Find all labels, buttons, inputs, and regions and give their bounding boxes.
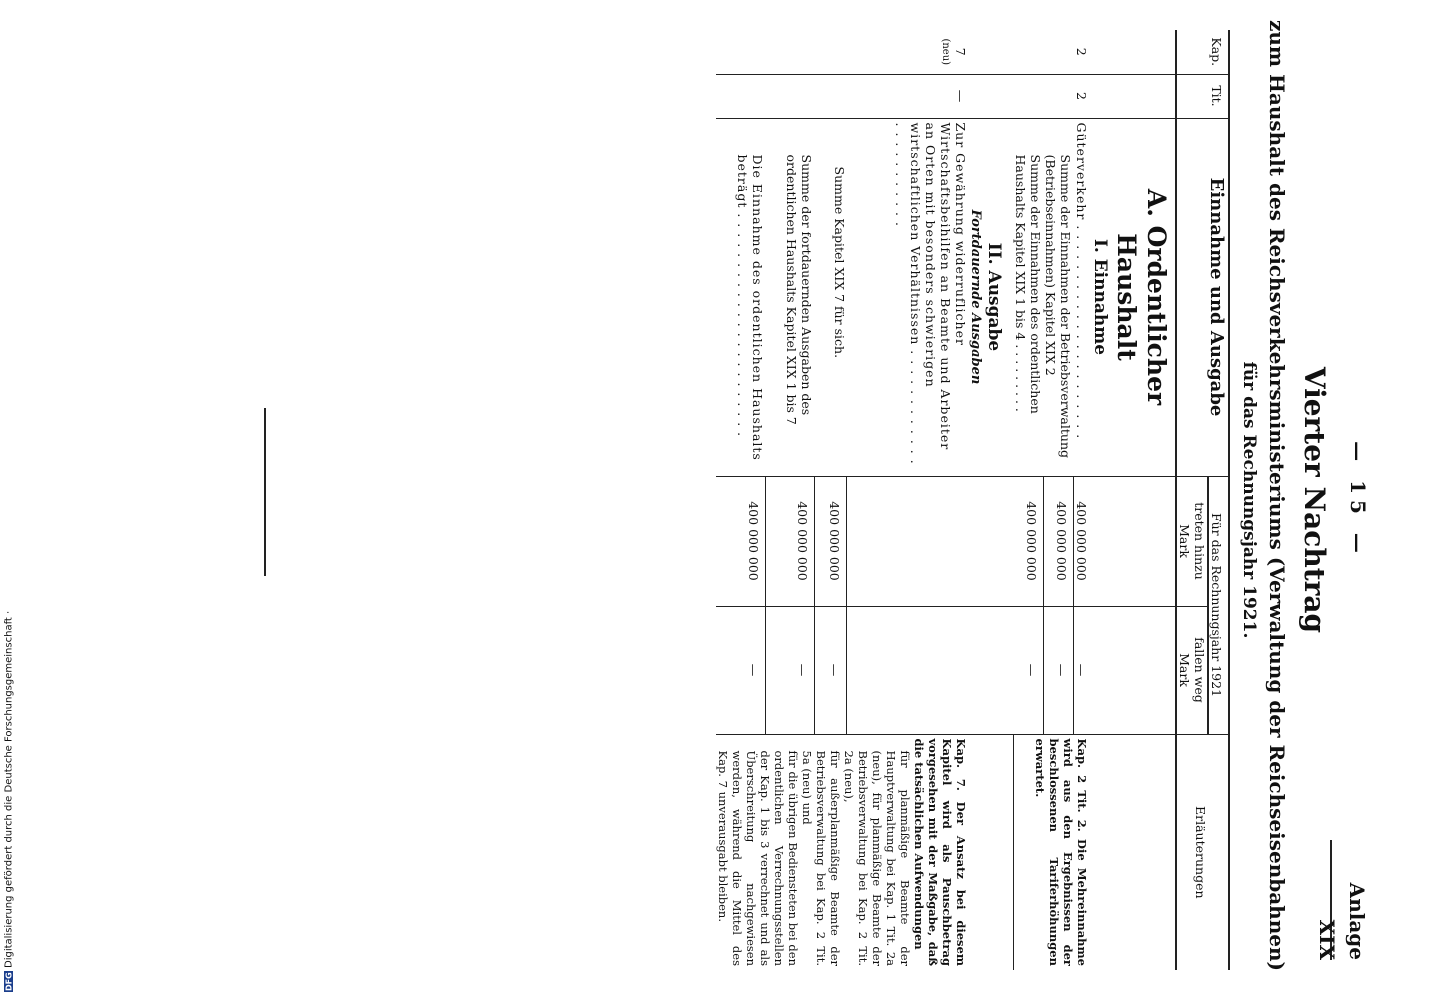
row-treten-hinzu: 400 000 000 (814, 476, 847, 606)
row-text: Die Einnahme des ordentlichen Haushalts beträgt . . . . . . . . . . . . . . . . . . . . . . . (717, 118, 766, 476)
row-treten-hinzu: 400 000 000 (1014, 476, 1044, 606)
row-fallen-weg: — (1044, 606, 1074, 734)
note-text: Kap. 7. Der Ansatz bei diesem Kapitel wird als Pauschbetrag vorgesehen mit der Maßgabe, daß die tatsächlichen Aufwendungen (912, 738, 969, 966)
col-rechnungsjahr: Für das Rechnungsjahr 1921 (1208, 476, 1229, 734)
dfg-logo: DFG (4, 972, 14, 991)
page-number: — 15 — (1346, 441, 1370, 559)
row-kap-note: (neu) (940, 38, 952, 66)
note-bullet-ausserplanmaessig: für außerplanmäßige Beamte der Betriebsverwaltung bei Kap. 2 Tit. 5a (neu) und (800, 750, 843, 966)
row-treten-hinzu: 400 000 000 (1074, 476, 1090, 606)
row-text: Summe der Einnahmen der Betriebsverwaltung (Betriebseinnahmen) Kapitel XIX 2 (1044, 118, 1074, 476)
row-tit: 2 (1074, 74, 1090, 118)
col-fallen-weg-unit: Mark (1177, 653, 1192, 687)
document-year: für das Rechnungsjahr 1921. (1239, 361, 1259, 639)
row-fallen-weg: — (765, 606, 814, 734)
section-ausgabe: II. Ausgabe (984, 118, 1014, 476)
row-treten-hinzu: 400 000 000 (765, 476, 814, 606)
section-fortdauernde-ausgaben: Fortdauernde Ausgaben (969, 118, 984, 476)
note-bullet-uebrige: für die übrigen Bediensteten bei den ordentlichen Verrechnungsstellen der Kap. 1 bis 3 verrechnet und als Überschreitung nachgewiesen werden, während die Mittel des Kap. 7 unverausgabt bleiben. (716, 750, 801, 966)
row-text: Zur Gewährung widerruflicher Wirtschaftsbeihilfen an Beamte und Arbeiter an Orten mit besonders schwierigen wirtschaftlichen Verhältnissen . . . . . . . . . . . . . . . . . . . . . . . (847, 118, 969, 476)
digitization-text: Digitalisierung gefördert durch die Deutsche Forschungsgemeinschaft · (3, 611, 15, 969)
col-kap: Kap. (1176, 30, 1229, 74)
col-treten-hinzu-unit: Mark (1177, 524, 1192, 558)
row-fallen-weg: — (814, 606, 847, 734)
note-bullet-planmaessig: für planmäßige Beamte der Hauptverwaltung bei Kap. 1 Tit. 2a (neu), für planmäßige Beamte der Betriebsverwaltung bei Kap. 2 Tit. 2a (neu), (842, 750, 913, 966)
scan-mark (264, 408, 266, 576)
row-treten-hinzu: 400 000 000 (717, 476, 766, 606)
col-treten-hinzu-label: treten hinzu (1192, 502, 1207, 580)
row-fallen-weg: — (1014, 606, 1044, 734)
section-einnahme: I. Einnahme (1089, 118, 1111, 476)
anlage-label: Anlage XIX (1330, 840, 1372, 960)
row-kap: 2 (1074, 47, 1089, 56)
document-subtitle: zum Haushalt des Reichsverkehrsministeriums (Verwaltung der Reichseisenbahnen) (1265, 20, 1289, 971)
row-text: Summe der fortdauernden Ausgaben des ordentlichen Haushalts Kapitel XIX 1 bis 7 (765, 118, 814, 476)
row-note-kap2 (1014, 734, 1090, 970)
table-row (1074, 30, 1090, 970)
row-text: Summe der Einnahmen des ordentlichen Haushalts Kapitel XIX 1 bis 4 . . . . . . . . . (1014, 118, 1044, 476)
col-fallen-weg (1176, 606, 1208, 734)
row-fallen-weg: — (717, 606, 766, 734)
row-kap-number: 7 (953, 47, 969, 56)
row-note-kap7 (717, 734, 969, 970)
section-ordentlicher-haushalt: A. Ordentlicher Haushalt (1111, 118, 1176, 476)
col-einnahme-ausgabe: Einnahme und Ausgabe (1176, 118, 1229, 476)
digitization-note (2, 600, 16, 992)
document-title: Vierter Nachtrag (1298, 366, 1331, 634)
note-text: Kap. 2 Tit. 2. Die Mehreinnahme wird aus den Ergebnissen der beschlossenen Tariferhöhungen erwartet. (1033, 738, 1089, 966)
col-erlaeuterungen: Erläuterungen (1176, 734, 1229, 970)
row-fallen-weg: — (1074, 606, 1090, 734)
row-text: Summe Kapitel XIX 7 für sich. (814, 118, 847, 476)
row-treten-hinzu: 400 000 000 (1044, 476, 1074, 606)
row-kap (847, 30, 969, 74)
col-tit: Tit. (1176, 74, 1229, 118)
table-row (847, 30, 969, 970)
budget-table (717, 30, 1231, 970)
document-page (372, 0, 1372, 1000)
row-tit: — (847, 74, 969, 118)
col-fallen-weg-label: fallen weg (1192, 637, 1207, 703)
row-text: Güterverkehr . . . . . . . . . . . . . . . . . . . . . . (1074, 118, 1090, 476)
col-treten-hinzu (1176, 476, 1208, 606)
